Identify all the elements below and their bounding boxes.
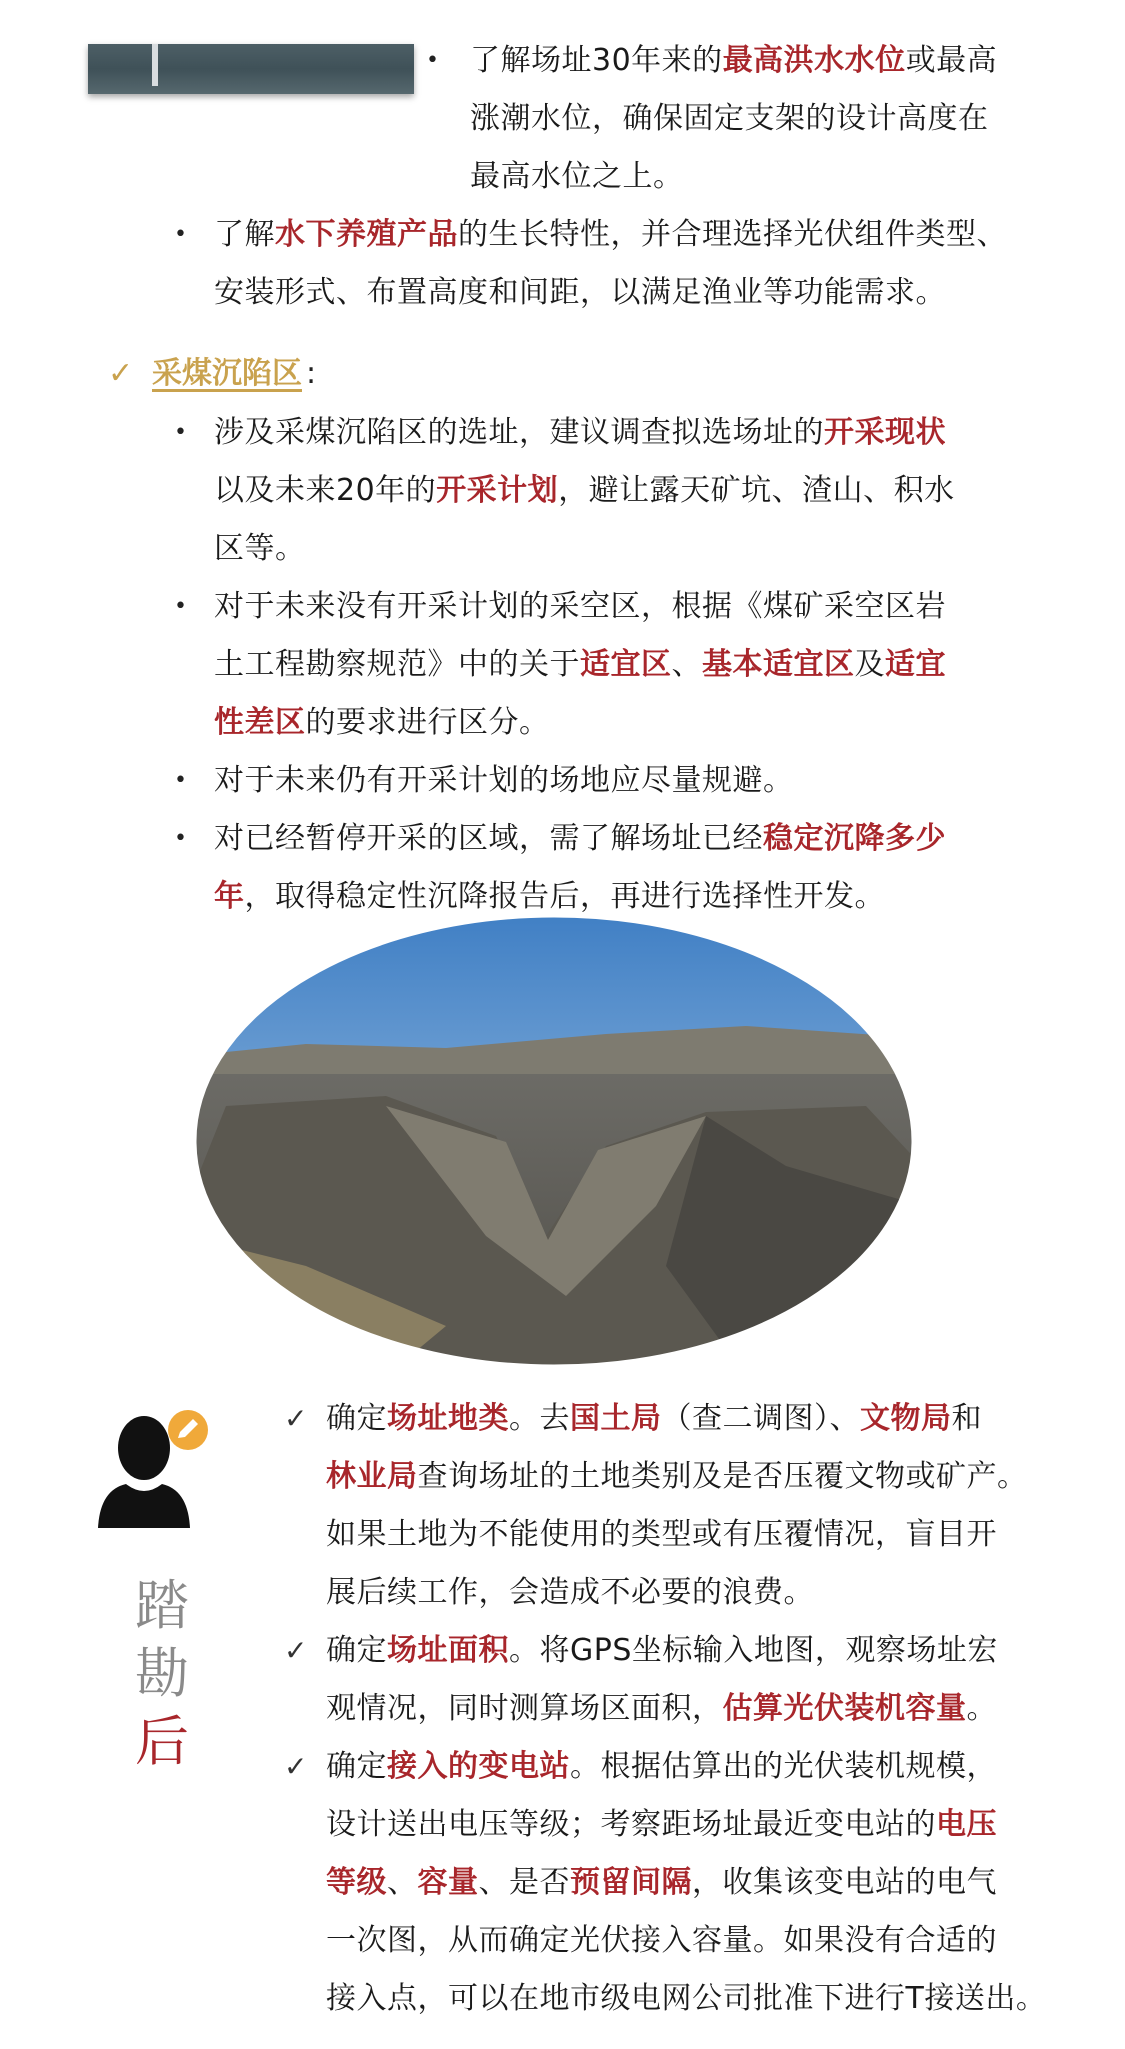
bullet-dot: • [174, 222, 187, 247]
section-title: 采煤沉陷区 [152, 356, 302, 391]
user-silhouette-icon [98, 1404, 208, 1528]
text-line: 确定场址地类。去国土局（查二调图）、文物局和 [326, 1401, 982, 1436]
text-line: 确定接入的变电站。根据估算出的光伏装机规模， [326, 1749, 997, 1784]
vertical-title-char: 踏 [135, 1574, 189, 1637]
quarry-photo [186, 906, 922, 1376]
text-line: 确定场址面积。将GPS坐标输入地图，观察场址宏 [326, 1633, 998, 1668]
text-line: 如果土地为不能使用的类型或有压覆情况，盲目开 [326, 1517, 997, 1552]
pencil-edit-icon [168, 1410, 208, 1450]
text-line: 了解水下养殖产品的生长特性，并合理选择光伏组件类型、 [214, 217, 1007, 252]
text-line: 对于未来没有开采计划的采空区，根据《煤矿采空区岩 [214, 589, 946, 624]
bullet-dot: • [174, 420, 187, 445]
vertical-title-char: 勘 [135, 1642, 189, 1705]
text-line: 最高水位之上。 [470, 159, 684, 194]
text-line: 设计送出电压等级；考察距场址最近变电站的电压 [326, 1807, 997, 1842]
text-line: 林业局查询场址的土地类别及是否压覆文物或矿产。 [326, 1459, 1028, 1494]
check-icon: ✓ [284, 1402, 308, 1435]
bullet-dot: • [174, 594, 187, 619]
text-line: 了解场址30年来的最高洪水水位或最高 [470, 43, 998, 78]
text-line: 涨潮水位，确保固定支架的设计高度在 [470, 101, 989, 136]
water-post [152, 44, 158, 86]
bullet-dot: • [174, 826, 187, 851]
text-line: 对已经暂停开采的区域，需了解场址已经稳定沉降多少 [214, 821, 946, 856]
gold-check-icon: ✓ [108, 356, 134, 391]
vertical-title-char: 后 [135, 1710, 189, 1773]
text-line: 区等。 [214, 531, 306, 566]
check-icon: ✓ [284, 1750, 308, 1783]
bullet-dot: • [426, 48, 439, 73]
text-line: 以及未来20年的开采计划，避让露天矿坑、渣山、积水 [214, 473, 955, 508]
text-line: 一次图，从而确定光伏接入容量。如果没有合适的 [326, 1923, 997, 1958]
check-icon: ✓ [284, 1634, 308, 1667]
text-line: 等级、容量、是否预留间隔，收集该变电站的电气 [326, 1865, 997, 1900]
text-line: 安装形式、布置高度和间距，以满足渔业等功能需求。 [214, 275, 946, 310]
vertical-title [132, 1572, 192, 1776]
text-line: 性差区的要求进行区分。 [214, 705, 550, 740]
water-photo [88, 44, 414, 94]
text-line: 展后续工作，会造成不必要的浪费。 [326, 1575, 814, 1610]
text-line: 观情况，同时测算场区面积，估算光伏装机容量。 [326, 1691, 997, 1726]
text-line: 涉及采煤沉陷区的选址，建议调查拟选场址的开采现状 [214, 415, 946, 450]
text-line: 接入点，可以在地市级电网公司批准下进行T接送出。 [326, 1981, 1047, 2016]
text-line: 年，取得稳定性沉降报告后，再进行选择性开发。 [214, 879, 885, 914]
text-line: 土工程勘察规范》中的关于适宜区、基本适宜区及适宜 [214, 647, 946, 682]
text-line: 对于未来仍有开采计划的场地应尽量规避。 [214, 763, 794, 798]
section-colon: : [306, 356, 317, 391]
bullet-dot: • [174, 768, 187, 793]
